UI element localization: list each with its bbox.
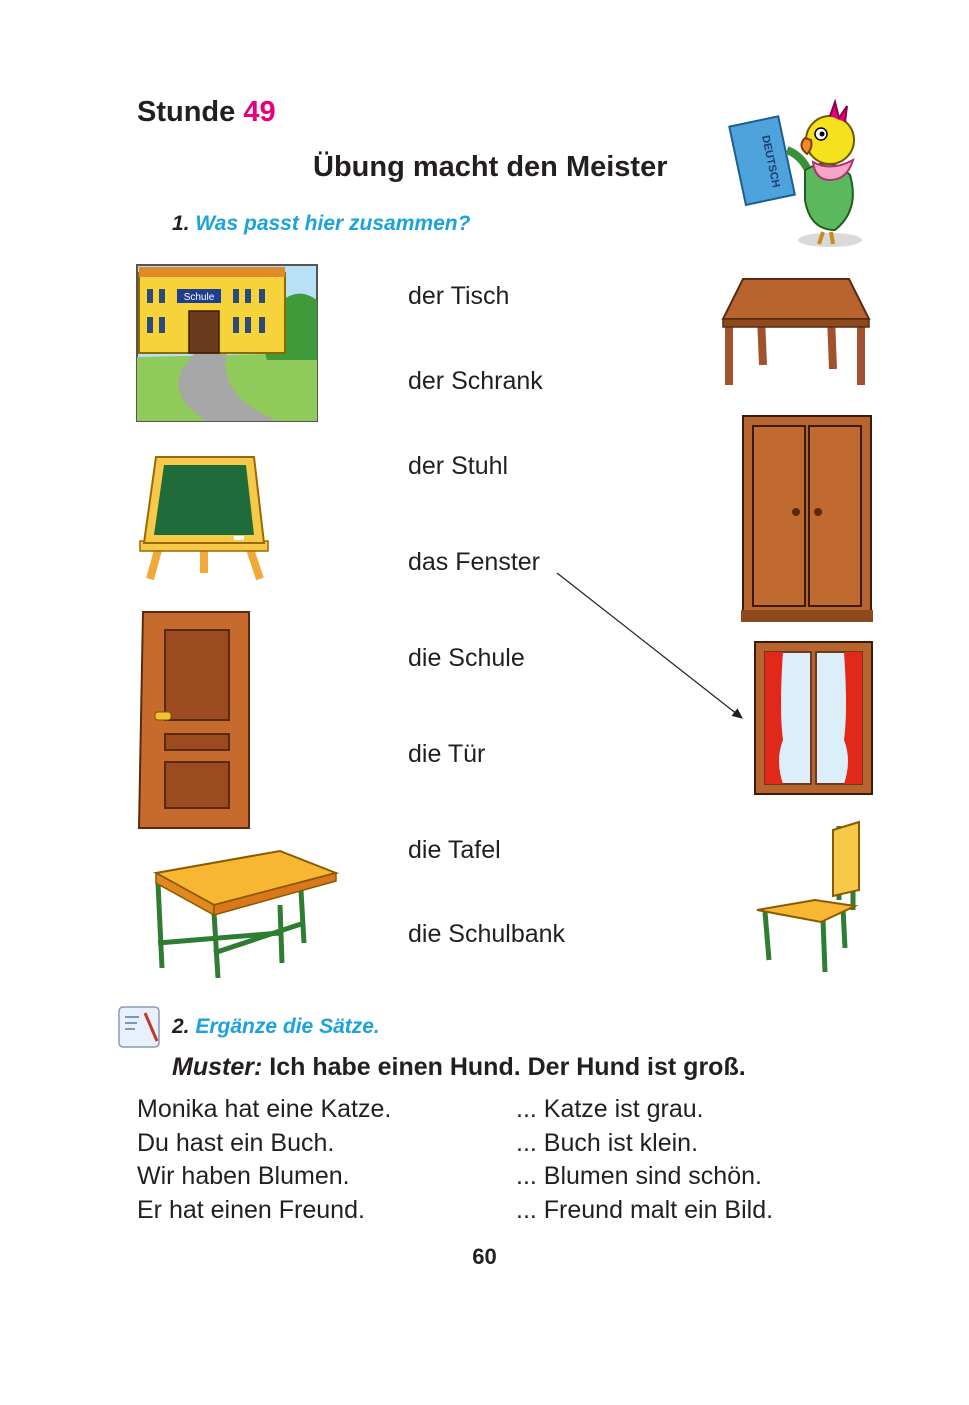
table-image[interactable]	[721, 277, 871, 389]
sentence-right-2[interactable]: ... Buch ist klein.	[516, 1129, 699, 1157]
notebook-pencil-icon	[117, 1005, 165, 1049]
word-stuhl[interactable]: der Stuhl	[408, 452, 509, 480]
page-number: 60	[472, 1244, 497, 1269]
task2-title: 2. Ergänze die Sätze.	[172, 1015, 380, 1038]
word-schule[interactable]: die Schule	[408, 644, 525, 672]
sentence-left-4: Er hat einen Freund.	[137, 1196, 365, 1224]
model-sentence: Muster: Ich habe einen Hund. Der Hund ist groß.	[172, 1053, 746, 1081]
school-sign: Schule	[183, 292, 215, 303]
lesson-number: 49	[243, 96, 276, 128]
sentence-left-2: Du hast ein Buch.	[137, 1129, 335, 1157]
word-tisch[interactable]: der Tisch	[408, 282, 510, 310]
sentence-left-3: Wir haben Blumen.	[137, 1162, 350, 1190]
task1-title: 1. Was passt hier zusammen?	[172, 212, 471, 235]
word-tafel[interactable]: die Tafel	[408, 836, 501, 864]
chair-image[interactable]	[755, 820, 867, 972]
word-schrank[interactable]: der Schrank	[408, 367, 543, 395]
window-image[interactable]	[753, 640, 874, 796]
book-title: DEUTSCH	[759, 134, 782, 189]
word-schulbank[interactable]: die Schulbank	[408, 920, 566, 948]
wardrobe-image[interactable]	[741, 414, 873, 623]
page-heading: Übung macht den Meister	[313, 151, 668, 183]
sentence-right-4[interactable]: ... Freund malt ein Bild.	[516, 1196, 774, 1224]
sentence-left-1: Monika hat eine Katze.	[137, 1095, 392, 1123]
word-fenster[interactable]: das Fenster	[408, 548, 541, 576]
sentence-right-3[interactable]: ... Blumen sind schön.	[516, 1162, 762, 1190]
lesson-title: Stunde 49	[137, 96, 276, 128]
word-tuer[interactable]: die Tür	[408, 740, 486, 768]
sentence-right-1[interactable]: ... Katze ist grau.	[516, 1095, 704, 1123]
